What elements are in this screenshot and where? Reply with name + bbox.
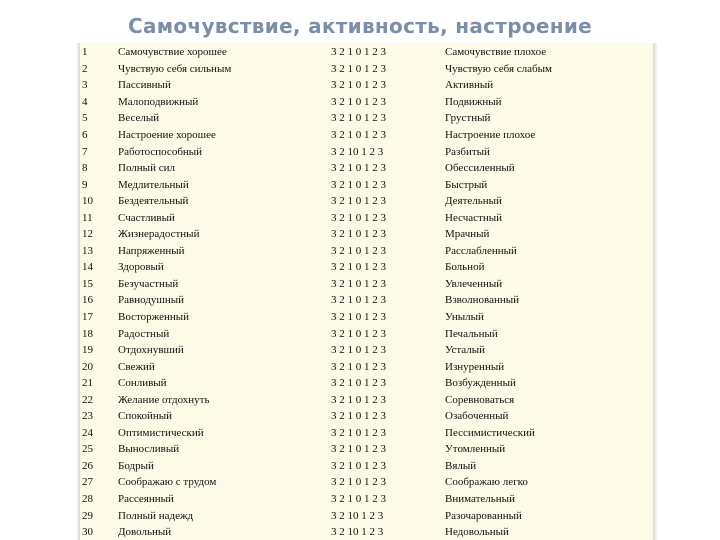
positive-state-label: Сонливый bbox=[118, 377, 167, 390]
positive-state-label: Выносливый bbox=[118, 443, 180, 456]
table-row bbox=[82, 143, 652, 160]
positive-state-label: Медлительный bbox=[118, 178, 189, 191]
negative-state-label: Соревноваться bbox=[445, 393, 515, 406]
row-number: 21 bbox=[82, 377, 93, 390]
rating-scale: 3 2 1 0 1 2 3 bbox=[331, 493, 386, 506]
positive-state-label: Жизнерадостный bbox=[118, 228, 200, 241]
negative-state-label: Увлеченный bbox=[445, 277, 503, 290]
row-number: 20 bbox=[82, 360, 93, 373]
table-row bbox=[82, 375, 652, 392]
negative-state-label: Разбитый bbox=[445, 145, 490, 158]
rating-scale: 3 2 1 0 1 2 3 bbox=[331, 277, 386, 290]
negative-state-label: Подвижный bbox=[445, 95, 502, 108]
row-number: 1 bbox=[82, 46, 88, 59]
negative-state-label: Чувствую себя слабым bbox=[445, 62, 552, 75]
negative-state-label: Озабоченный bbox=[445, 410, 509, 423]
negative-state-label: Внимательный bbox=[445, 493, 515, 506]
positive-state-label: Спокойный bbox=[118, 410, 173, 423]
table-row bbox=[82, 61, 652, 78]
negative-state-label: Унылый bbox=[445, 311, 484, 324]
row-number: 22 bbox=[82, 393, 93, 406]
negative-state-label: Настроение плохое bbox=[445, 129, 536, 141]
row-number: 17 bbox=[82, 311, 93, 324]
rating-scale: 3 2 1 0 1 2 3 bbox=[331, 377, 386, 390]
row-number: 13 bbox=[82, 244, 93, 257]
rating-scale: 3 2 1 0 1 2 3 bbox=[331, 79, 386, 92]
row-number: 3 bbox=[82, 79, 88, 92]
page-title: Самочувствие, активность, настроение bbox=[127, 14, 593, 38]
table-row bbox=[82, 441, 652, 458]
negative-state-label: Активный bbox=[445, 79, 494, 92]
row-number: 24 bbox=[82, 426, 93, 439]
positive-state-label: Отдохнувший bbox=[118, 344, 184, 357]
table-body bbox=[82, 44, 652, 540]
table-row bbox=[82, 259, 652, 276]
rating-scale: 3 2 10 1 2 3 bbox=[331, 526, 384, 539]
negative-state-label: Изнуренный bbox=[445, 360, 505, 373]
positive-state-label: Восторженный bbox=[118, 311, 190, 324]
positive-state-label: Настроение хорошее bbox=[118, 129, 216, 141]
positive-state-label: Чувствую себя сильным bbox=[118, 62, 232, 75]
table-row bbox=[82, 77, 652, 94]
table-row bbox=[82, 94, 652, 111]
table-row bbox=[82, 292, 652, 309]
negative-state-label: Грустный bbox=[445, 112, 491, 125]
rating-scale: 3 2 1 0 1 2 3 bbox=[331, 344, 386, 357]
table-row bbox=[82, 524, 652, 540]
rating-scale: 3 2 1 0 1 2 3 bbox=[331, 311, 386, 324]
rating-scale: 3 2 1 0 1 2 3 bbox=[331, 476, 386, 489]
negative-state-label: Несчастный bbox=[445, 211, 503, 224]
negative-state-label: Усталый bbox=[445, 344, 486, 357]
positive-state-label: Радостный bbox=[118, 327, 170, 340]
rating-scale: 3 2 1 0 1 2 3 bbox=[331, 178, 386, 191]
rating-scale: 3 2 1 0 1 2 3 bbox=[331, 393, 386, 406]
table-row bbox=[82, 408, 652, 425]
negative-state-label: Разочарованный bbox=[445, 509, 522, 522]
row-number: 30 bbox=[82, 526, 93, 539]
table-row bbox=[82, 44, 652, 61]
positive-state-label: Бездеятельный bbox=[118, 195, 189, 208]
positive-state-label: Бодрый bbox=[118, 459, 154, 472]
negative-state-label: Больной bbox=[445, 261, 485, 274]
rating-scale: 3 2 1 0 1 2 3 bbox=[331, 360, 386, 373]
positive-state-label: Напряженный bbox=[118, 244, 185, 257]
rating-scale: 3 2 1 0 1 2 3 bbox=[331, 294, 386, 307]
row-number: 26 bbox=[82, 459, 93, 472]
row-number: 28 bbox=[82, 493, 93, 506]
row-number: 14 bbox=[82, 261, 93, 274]
rating-scale: 3 2 1 0 1 2 3 bbox=[331, 62, 386, 75]
row-number: 18 bbox=[82, 327, 93, 340]
rating-scale: 3 2 1 0 1 2 3 bbox=[331, 426, 386, 439]
positive-state-label: Самочувствие хорошее bbox=[118, 46, 227, 59]
table-row bbox=[82, 209, 652, 226]
table-row bbox=[82, 176, 652, 193]
positive-state-label: Довольный bbox=[118, 526, 172, 539]
negative-state-label: Быстрый bbox=[445, 178, 488, 191]
positive-state-label: Здоровый bbox=[118, 261, 164, 274]
row-number: 9 bbox=[82, 178, 88, 191]
positive-state-label: Желание отдохнуть bbox=[118, 393, 210, 406]
table-row bbox=[82, 507, 652, 524]
table-row bbox=[82, 243, 652, 260]
positive-state-label: Свежий bbox=[118, 360, 155, 373]
row-number: 25 bbox=[82, 443, 93, 456]
table-row bbox=[82, 491, 652, 508]
row-number: 11 bbox=[82, 211, 93, 224]
rating-scale: 3 2 1 0 1 2 3 bbox=[331, 112, 386, 125]
rating-scale: 3 2 1 0 1 2 3 bbox=[331, 459, 386, 472]
row-number: 7 bbox=[82, 145, 88, 158]
negative-state-label: Печальный bbox=[445, 327, 498, 340]
rating-scale: 3 2 10 1 2 3 bbox=[331, 145, 384, 158]
negative-state-label: Пессимистический bbox=[445, 426, 535, 439]
rating-scale: 3 2 1 0 1 2 3 bbox=[331, 211, 386, 224]
positive-state-label: Оптимистический bbox=[118, 426, 204, 439]
positive-state-label: Работоспособный bbox=[118, 145, 203, 158]
row-number: 12 bbox=[82, 228, 93, 241]
rating-scale: 3 2 1 0 1 2 3 bbox=[331, 129, 386, 141]
table-row bbox=[82, 358, 652, 375]
table-row bbox=[82, 474, 652, 491]
negative-state-label: Вялый bbox=[445, 459, 477, 472]
positive-state-label: Малоподвижный bbox=[118, 95, 199, 108]
negative-state-label: Утомленный bbox=[445, 443, 506, 456]
table-row bbox=[82, 276, 652, 293]
sheet-shadow-right bbox=[653, 43, 658, 540]
row-number: 23 bbox=[82, 410, 93, 423]
positive-state-label: Рассеянный bbox=[118, 493, 174, 506]
negative-state-label: Взволнованный bbox=[445, 294, 520, 307]
table-row bbox=[82, 309, 652, 326]
row-number: 29 bbox=[82, 509, 93, 522]
negative-state-label: Возбужденный bbox=[445, 377, 516, 390]
rating-scale: 3 2 10 1 2 3 bbox=[331, 509, 384, 522]
positive-state-label: Пассивный bbox=[118, 79, 171, 92]
negative-state-label: Самочувствие плохое bbox=[445, 46, 547, 59]
row-number: 2 bbox=[82, 62, 88, 75]
row-number: 4 bbox=[82, 95, 88, 108]
rating-scale: 3 2 1 0 1 2 3 bbox=[331, 162, 386, 175]
positive-state-label: Счастливый bbox=[118, 211, 175, 224]
table-row bbox=[82, 391, 652, 408]
table-row bbox=[82, 342, 652, 359]
negative-state-label: Расслабленный bbox=[445, 244, 517, 257]
negative-state-label: Соображаю легко bbox=[445, 476, 528, 489]
rating-scale: 3 2 1 0 1 2 3 bbox=[331, 195, 386, 208]
table-row bbox=[82, 425, 652, 442]
row-number: 10 bbox=[82, 195, 93, 208]
row-number: 15 bbox=[82, 277, 93, 290]
table-row bbox=[82, 193, 652, 210]
table-row bbox=[82, 110, 652, 127]
san-questionnaire-table bbox=[82, 44, 652, 540]
rating-scale: 3 2 1 0 1 2 3 bbox=[331, 95, 386, 108]
rating-scale: 3 2 1 0 1 2 3 bbox=[331, 410, 386, 423]
positive-state-label: Веселый bbox=[118, 112, 160, 125]
row-number: 27 bbox=[82, 476, 93, 489]
row-number: 8 bbox=[82, 162, 88, 175]
row-number: 16 bbox=[82, 294, 93, 307]
row-number: 5 bbox=[82, 112, 88, 125]
positive-state-label: Безучастный bbox=[118, 277, 179, 290]
rating-scale: 3 2 1 0 1 2 3 bbox=[331, 261, 386, 274]
table-row bbox=[82, 226, 652, 243]
table-row bbox=[82, 127, 652, 144]
table-row bbox=[82, 458, 652, 475]
rating-scale: 3 2 1 0 1 2 3 bbox=[331, 228, 386, 241]
negative-state-label: Мрачный bbox=[445, 228, 490, 241]
rating-scale: 3 2 1 0 1 2 3 bbox=[331, 244, 386, 257]
positive-state-label: Полный сил bbox=[118, 162, 175, 175]
row-number: 19 bbox=[82, 344, 93, 357]
negative-state-label: Деятельный bbox=[445, 195, 502, 208]
negative-state-label: Недовольный bbox=[445, 526, 509, 539]
positive-state-label: Полный надежд bbox=[118, 509, 194, 522]
positive-state-label: Соображаю с трудом bbox=[118, 476, 217, 489]
table-row bbox=[82, 325, 652, 342]
rating-scale: 3 2 1 0 1 2 3 bbox=[331, 327, 386, 340]
negative-state-label: Обессиленный bbox=[445, 162, 515, 175]
rating-scale: 3 2 1 0 1 2 3 bbox=[331, 46, 386, 59]
table-row bbox=[82, 160, 652, 177]
positive-state-label: Равнодушный bbox=[118, 294, 184, 307]
rating-scale: 3 2 1 0 1 2 3 bbox=[331, 443, 386, 456]
row-number: 6 bbox=[82, 129, 88, 141]
